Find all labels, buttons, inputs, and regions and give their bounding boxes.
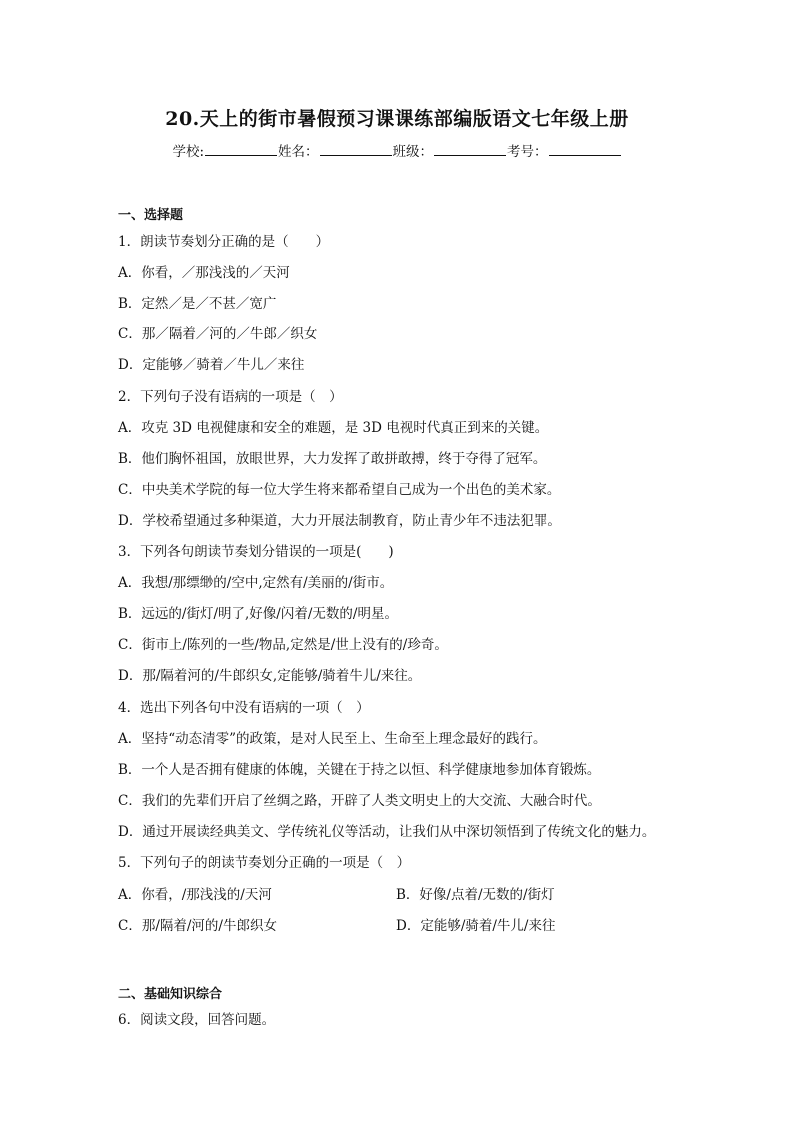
option-b: B．好像/点着/无数的/街灯 [396, 887, 555, 903]
section-heading-basics: 二、基础知识综合 [118, 987, 223, 1002]
option-b: B．远远的/街灯/明了,好像/闪着/无数的/明星。 [118, 606, 398, 622]
question-stem: 5．下列句子的朗读节奏划分正确的一项是（ ） [118, 855, 411, 871]
exam-no-blank [549, 142, 621, 156]
question-stem: 6．阅读文段，回答问题。 [118, 1012, 276, 1028]
option-a: A．我想/那缥缈的/空中,定然有/美丽的/街市。 [118, 575, 394, 591]
name-label: 姓名： [278, 144, 319, 160]
question-stem: 2．下列句子没有语病的一项是（ ） [118, 389, 343, 405]
option-c: C．中央美术学院的每一位大学生将来都希望自己成为一个出色的美术家。 [118, 482, 561, 498]
option-b: B．定然／是／不甚／宽广 [118, 296, 277, 312]
name-blank [320, 142, 392, 156]
question-stem: 1．朗读节奏划分正确的是（ ） [118, 234, 330, 250]
option-c: C．那/隔着/河的/牛郎织女 [118, 918, 277, 934]
option-d: D．那/隔着河的/牛郎织女,定能够/骑着牛儿/来往。 [118, 668, 422, 684]
option-a: A．攻克 3D 电视健康和安全的难题，是 3D 电视时代真正到来的关键。 [118, 420, 549, 436]
page-title: 20.天上的街市暑假预习课课练部编版语文七年级上册 [165, 108, 629, 130]
class-blank [434, 142, 506, 156]
option-a: A．你看，／那浅浅的／天河 [118, 265, 290, 281]
option-d: D．定能够/骑着/牛儿/来往 [396, 918, 556, 934]
school-label: 学校: [172, 144, 205, 160]
question-stem: 3．下列各句朗读节奏划分错误的一项是( ) [118, 544, 394, 560]
option-d: D．学校希望通过多种渠道，大力开展法制教育，防止青少年不违法犯罪。 [118, 513, 561, 529]
section-heading-choice: 一、选择题 [118, 208, 184, 223]
class-label: 班级： [392, 144, 434, 160]
option-c: C．街市上/陈列的一些/物品,定然是/世上没有的/珍奇。 [118, 637, 448, 653]
option-d: D．定能够／骑着／牛儿／来往 [118, 357, 305, 373]
option-b: B．他们胸怀祖国，放眼世界，大力发挥了敢拼敢搏，终于夺得了冠军。 [118, 451, 547, 467]
option-c: C．我们的先辈们开启了丝绸之路，开辟了人类文明史上的大交流、大融合时代。 [118, 793, 601, 809]
question-stem: 4．选出下列各句中没有语病的一项（ ） [118, 700, 370, 716]
option-b: B．一个人是否拥有健康的体魄，关键在于持之以恒、科学健康地参加体育锻炼。 [118, 762, 601, 778]
option-a: A．坚持“动态清零”的政策，是对人民至上、生命至上理念最好的践行。 [118, 731, 547, 747]
option-d: D．通过开展读经典美文、学传统礼仪等活动，让我们从中深切领悟到了传统文化的魅力。 [118, 824, 656, 840]
option-c: C．那／隔着／河的／牛郎／织女 [118, 326, 318, 342]
option-a: A．你看，/那浅浅的/天河 [118, 887, 272, 903]
student-info-row [0, 140, 794, 160]
exam-no-label: 考号： [507, 144, 548, 160]
school-blank [205, 142, 277, 156]
